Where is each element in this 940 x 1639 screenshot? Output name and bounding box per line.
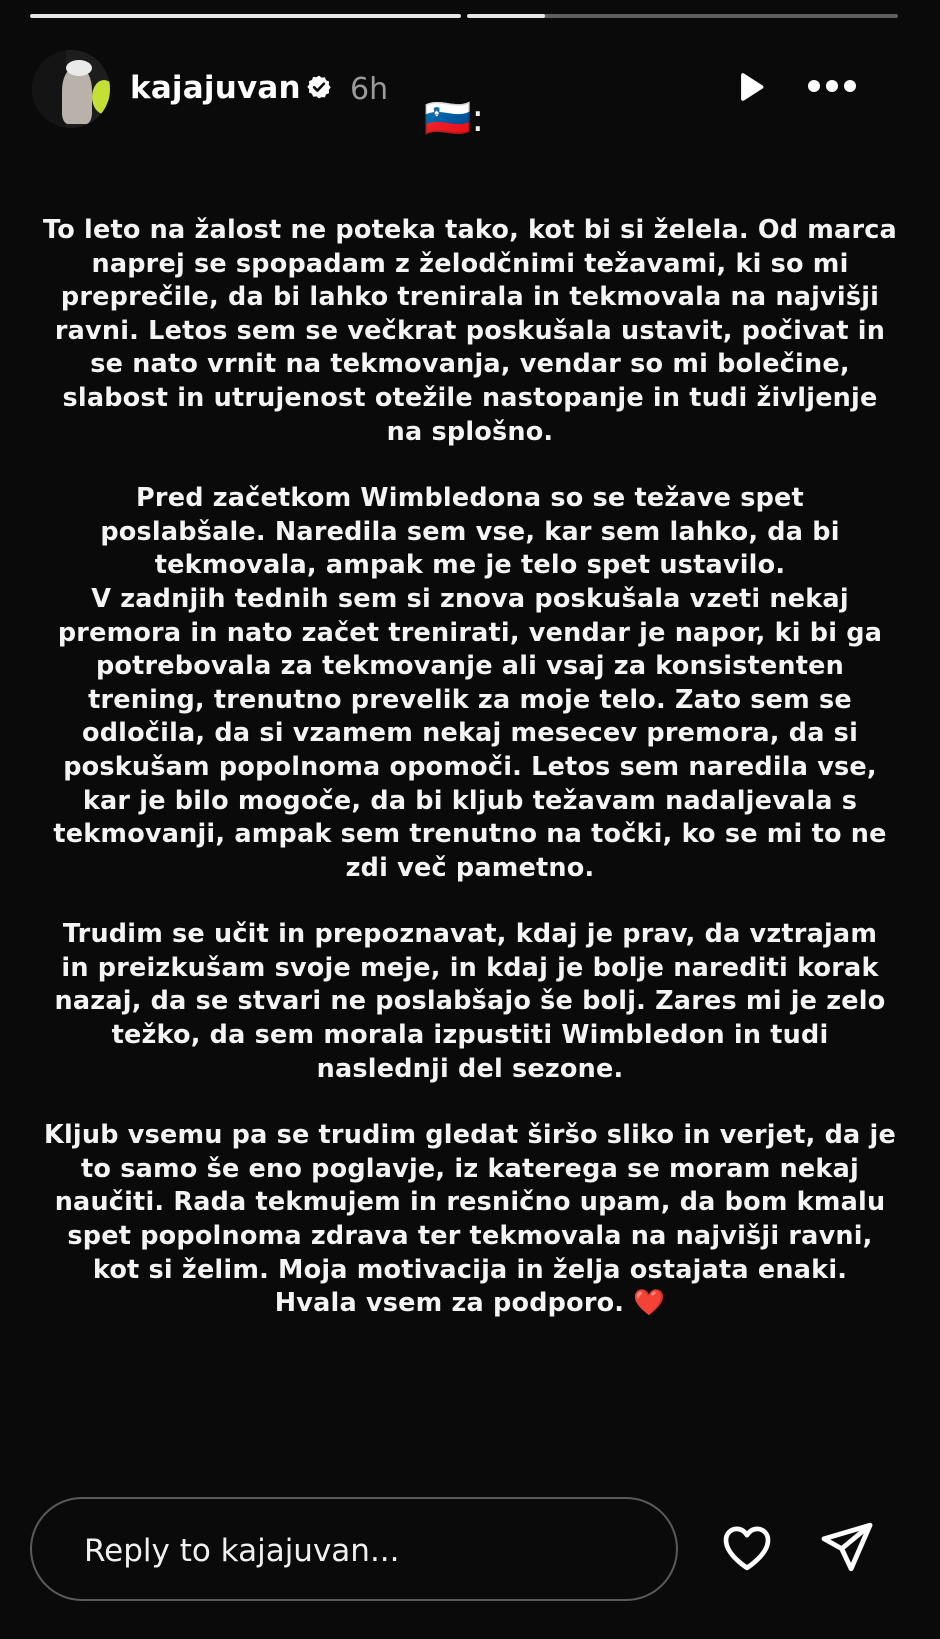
story-line: težko, da sem morala izpustiti Wimbledon in tudi <box>111 1020 829 1051</box>
story-line: slabost in utrujenost otežile nastopanje in tudi življenje <box>62 382 878 413</box>
story-line: ravni. Letos sem se večkrat poskušala ustavit, počivat in <box>54 315 886 346</box>
more-options-icon[interactable] <box>806 78 858 94</box>
story-line: nazaj, da se stvari ne poslabšajo še bolj. Zares mi je zelo <box>54 986 886 1017</box>
flag-sticker <box>424 98 484 138</box>
story-line: Kljub vsemu pa se trudim gledat širšo sliko in verjet, da je <box>44 1120 896 1151</box>
story-line: se nato vrnit na tekmovanja, vendar so mi bolečine, <box>90 349 850 380</box>
story-line: naučiti. Rada tekmujem in resnično upam, da bom kmalu <box>54 1187 886 1218</box>
slovenia-flag-icon: 🇸🇮 <box>424 96 472 140</box>
story-progress-bar <box>30 14 898 18</box>
reply-input[interactable] <box>30 1497 678 1601</box>
reply-placeholder: Reply to kajajuvan... <box>84 1533 400 1569</box>
sticker-colon: : <box>471 96 485 140</box>
story-paragraph-1 <box>40 214 900 449</box>
story-line: poslabšale. Naredila sem vse, kar sem lahko, da bi <box>100 516 840 547</box>
story-paragraph-3 <box>40 918 900 1086</box>
story-text <box>40 214 900 1354</box>
story-line: na splošno. <box>386 416 554 447</box>
story-line: in preizkušam svoje meje, in kdaj je bolje narediti korak <box>61 952 879 983</box>
story-line: spet popolnoma zdrava ter tekmovala na najvišji ravni, <box>67 1221 873 1252</box>
story-line: zdi več pametno. <box>345 852 595 883</box>
story-line: trening, trenutno prevelik za moje telo. Zato sem se <box>88 684 852 715</box>
story-line: kar je bilo mogoče, da bi kljub težavam nadaljevala s <box>82 785 858 816</box>
story-line: Trudim se učit in prepoznavat, kdaj je prav, da vztrajam <box>62 919 878 950</box>
send-icon[interactable] <box>818 1518 876 1576</box>
story-line: odločila, da si vzamem nekaj mesecev premora, da si <box>81 718 859 749</box>
play-icon[interactable] <box>734 70 768 104</box>
story-paragraph-4 <box>40 1119 900 1321</box>
story-line: preprečile, da bi lahko trenirala in tekmovala na najvišji <box>60 282 880 313</box>
username[interactable]: kajajuvan <box>130 70 301 106</box>
story-paragraph-2 <box>40 482 900 885</box>
story-line: tekmovanji, ampak sem trenutno na točki, ko se mi to ne <box>53 819 887 850</box>
story-line: To leto na žalost ne poteka tako, kot bi si želela. Od marca <box>43 215 897 245</box>
story-line: kot si želim. Moja motivacija in želja ostajata enaki. <box>92 1254 848 1285</box>
story-line: naprej se spopadam z želodčnimi težavami, ki so mi <box>91 248 849 279</box>
story-line: Hvala vsem za podporo. ❤️ <box>274 1288 666 1319</box>
story-line: to samo še eno poglavje, iz katerega se moram nekaj <box>81 1153 859 1184</box>
progress-segment-1 <box>30 14 461 18</box>
heart-icon[interactable] <box>718 1520 776 1576</box>
verified-badge-icon <box>306 74 332 100</box>
story-line: poskušam popolnoma opomoči. Letos sem naredila vse, <box>63 751 877 782</box>
story-line: naslednji del sezone. <box>316 1053 624 1084</box>
avatar[interactable] <box>32 50 110 128</box>
story-line: potrebovala za tekmovanje ali vsaj za konsistenten <box>95 651 845 682</box>
story-line: Pred začetkom Wimbledona so se težave spet <box>136 483 804 514</box>
story-line: premora in nato začet trenirati, vendar je napor, ki bi ga <box>57 617 883 648</box>
story-line: V zadnjih tednih sem si znova poskušala vzeti nekaj <box>91 583 849 614</box>
progress-segment-2 <box>467 14 898 18</box>
post-time: 6h <box>350 72 389 107</box>
story-line: tekmovala, ampak me je telo spet ustavilo. <box>154 550 786 581</box>
